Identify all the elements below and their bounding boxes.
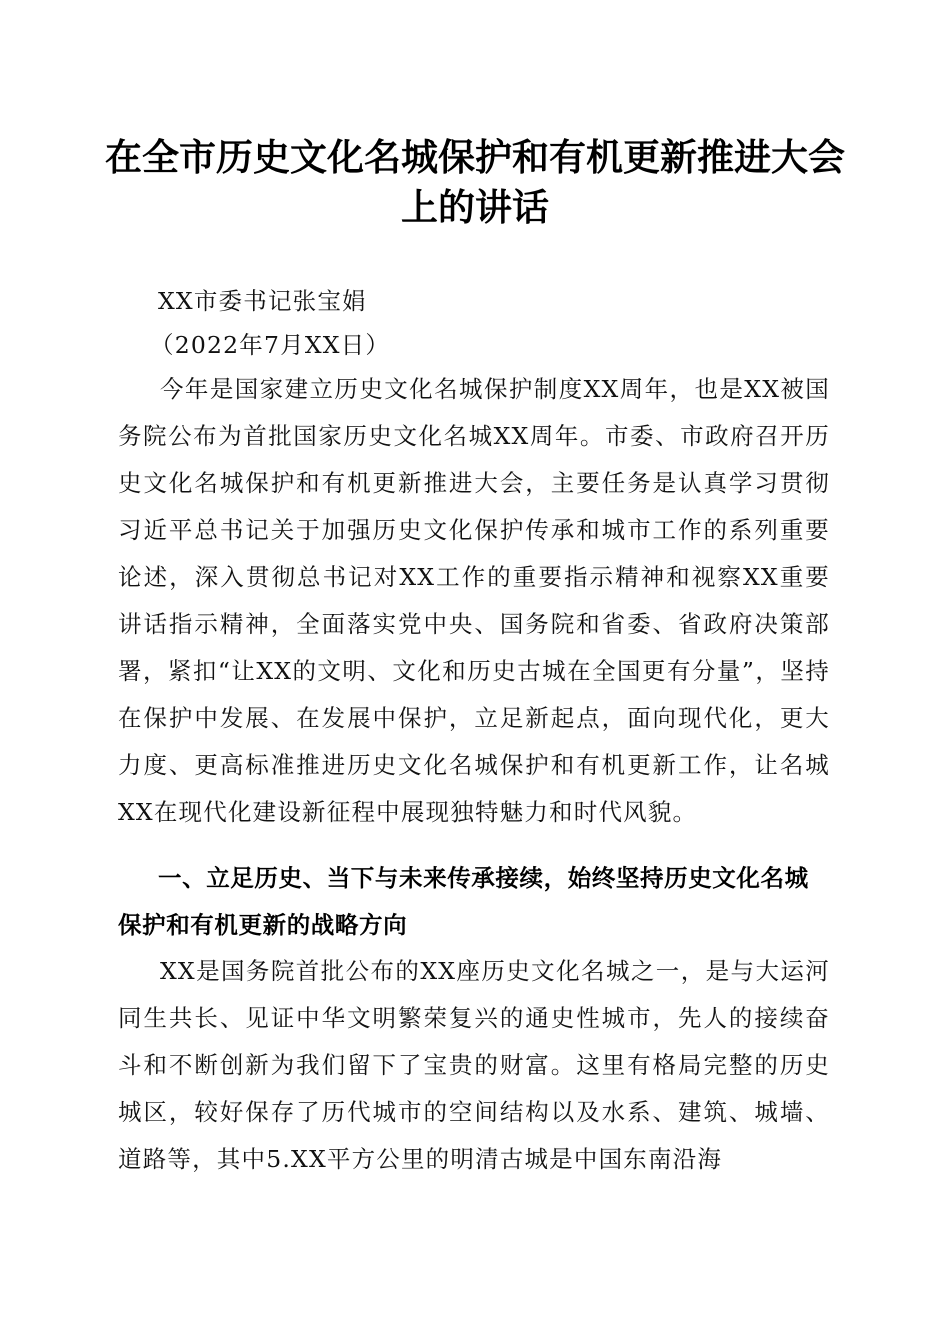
paragraph-intro: 今年是国家建立历史文化名城保护制度XX周年，也是XX被国务院公布为首批国家历史文化名城XX周年。市委、市政府召开历史文化名城保护和有机更新推进大会，主要任务是认真学习贯彻习近平总书记关于加强历史文化保护传承和城市工作的系列重要论述，深入贯彻总书记对XX工作的重要指示精神和视察XX重要讲话指示精神，全面落实党中央、国务院和省委、省政府决策部署，紧扣“让XX的文明、文化和历史古城在全国更有分量”，坚持在保护中发展、在发展中保护，立足新起点，面向现代化，更大力度、更高标准推进历史文化名城保护和有机更新工作，让名城XX在现代化建设新征程中展现独特魅力和时代风貌。 bbox=[118, 375, 830, 826]
date-line: （2022年7月XX日） bbox=[150, 331, 391, 359]
section-heading-1: 一、立足历史、当下与未来传承接续，始终坚持历史文化名城保护和有机更新的战略方向 bbox=[118, 864, 809, 939]
document-title: 在全市历史文化名城保护和有机更新推进大会上的讲话 bbox=[105, 135, 845, 229]
author-line: XX市委书记张宝娟 bbox=[158, 287, 367, 315]
paragraph-section-1: XX是国务院首批公布的XX座历史文化名城之一，是与大运河同生共长、见证中华文明繁荣复兴的通史性城市，先人的接续奋斗和不断创新为我们留下了宝贵的财富。这里有格局完整的历史城区，较好保存了历代城市的空间结构以及水系、建筑、城墙、道路等，其中5.XX平方公里的明清古城是中国东南沿海 bbox=[118, 957, 830, 1173]
